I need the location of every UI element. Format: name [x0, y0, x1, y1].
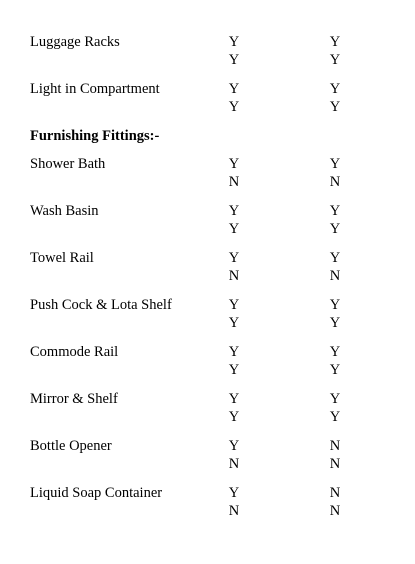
col2-value-1: N [329, 438, 341, 454]
col2-value-2: Y [329, 409, 341, 425]
item-label: Liquid Soap Container [30, 485, 163, 501]
item-label: Mirror & Shelf [30, 391, 118, 407]
col1-value-2: Y [228, 221, 240, 237]
col2-value-2: N [329, 268, 341, 284]
col2-value-1: Y [329, 203, 341, 219]
col1-value-1: Y [228, 344, 240, 360]
col2-value-2: Y [329, 52, 341, 68]
col1-value-2: Y [228, 362, 240, 378]
col1-value-1: Y [228, 391, 240, 407]
item-label: Towel Rail [30, 250, 94, 266]
col1-value-1: Y [228, 81, 240, 97]
col2-value-2: Y [329, 315, 341, 331]
col1-value-1: Y [228, 438, 240, 454]
col2-value-1: Y [329, 391, 341, 407]
item-label: Light in Compartment [30, 81, 160, 97]
item-label: Bottle Opener [30, 438, 112, 454]
col1-value-1: Y [228, 34, 240, 50]
col1-value-1: Y [228, 297, 240, 313]
col1-value-1: Y [228, 485, 240, 501]
col2-value-1: Y [329, 250, 341, 266]
col2-value-1: N [329, 485, 341, 501]
col1-value-2: Y [228, 52, 240, 68]
col2-value-2: N [329, 174, 341, 190]
table-row [0, 155, 415, 195]
col1-value-2: N [228, 268, 240, 284]
item-label: Wash Basin [30, 203, 99, 219]
col1-value-2: Y [228, 99, 240, 115]
col2-value-1: Y [329, 297, 341, 313]
col1-value-1: Y [228, 156, 240, 172]
item-label: Shower Bath [30, 156, 106, 172]
col1-value-2: N [228, 503, 240, 519]
item-label: Commode Rail [30, 344, 119, 360]
item-label: Luggage Racks [30, 34, 120, 50]
col1-value-2: N [228, 456, 240, 472]
table-row [0, 484, 415, 524]
item-label: Push Cock & Lota Shelf [30, 297, 172, 313]
col1-value-2: N [228, 174, 240, 190]
table-row [0, 249, 415, 289]
table-row [0, 80, 415, 120]
col2-value-2: N [329, 503, 341, 519]
col2-value-1: Y [329, 34, 341, 50]
col1-value-2: Y [228, 315, 240, 331]
section-heading: Furnishing Fittings:- [30, 128, 160, 144]
col2-value-2: N [329, 456, 341, 472]
table-row [0, 202, 415, 242]
table-row [0, 296, 415, 336]
col1-value-2: Y [228, 409, 240, 425]
col2-value-1: Y [329, 156, 341, 172]
col1-value-1: Y [228, 203, 240, 219]
col2-value-2: Y [329, 221, 341, 237]
col2-value-1: Y [329, 344, 341, 360]
table-row [0, 390, 415, 430]
col1-value-1: Y [228, 250, 240, 266]
table-row [0, 437, 415, 477]
table-row [0, 33, 415, 73]
table-row [0, 343, 415, 383]
col2-value-2: Y [329, 99, 341, 115]
col2-value-2: Y [329, 362, 341, 378]
col2-value-1: Y [329, 81, 341, 97]
